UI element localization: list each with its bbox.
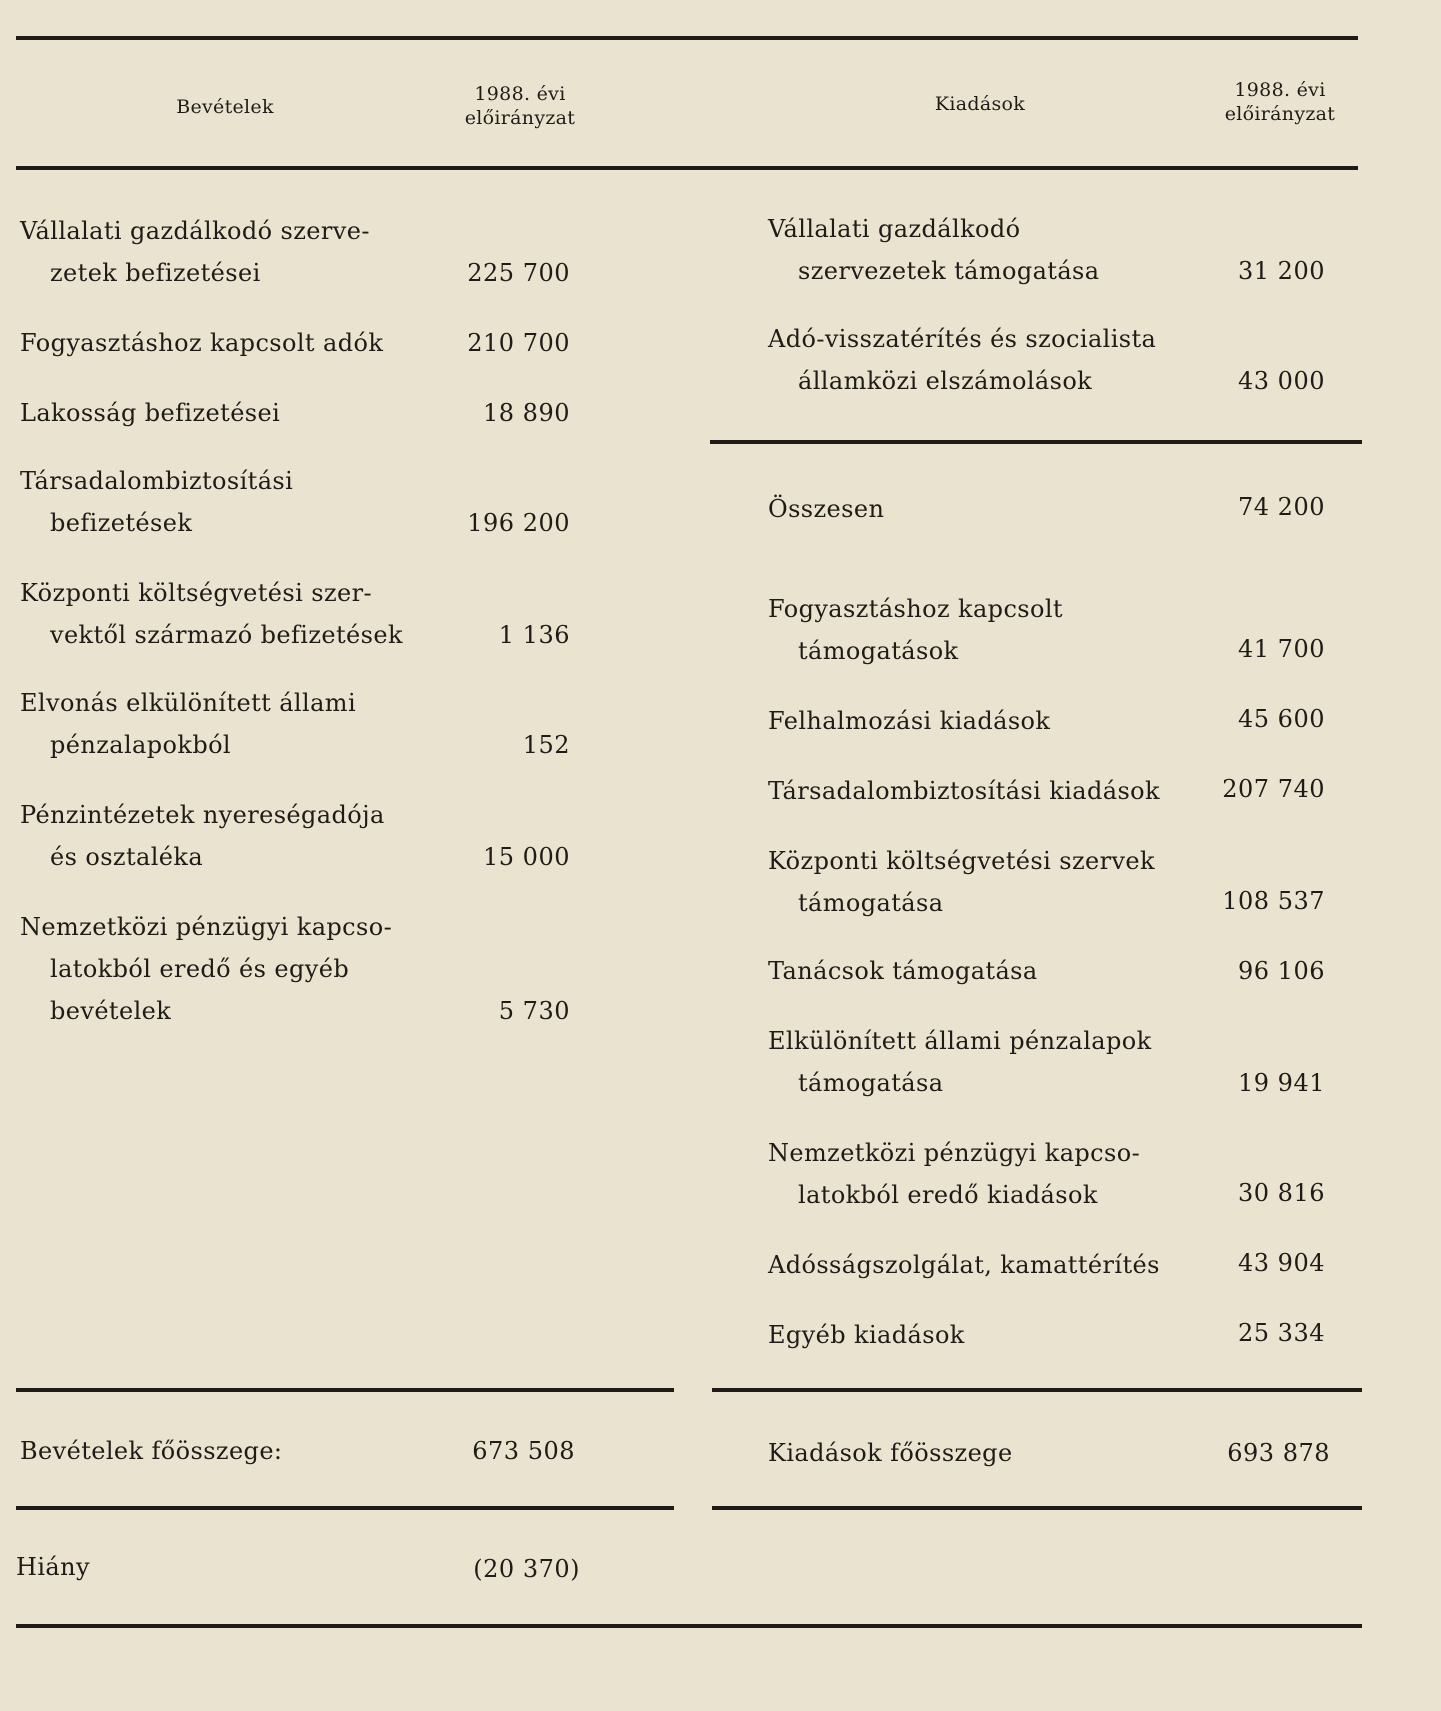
income-total-value: 673 508 (472, 1437, 575, 1465)
header-rule (16, 166, 1358, 170)
expense-row-value: 30 816 (1238, 1179, 1325, 1207)
income-row-value: 18 890 (483, 399, 570, 427)
header-expense-column-line1: 1988. évi (1234, 79, 1326, 101)
expense-row-value: 43 000 (1238, 367, 1325, 395)
header-income-column-line2: előirányzat (464, 107, 576, 129)
income-row-label: Lakosság befizetései (20, 399, 281, 427)
expense-total-label: Kiadások főösszege (768, 1439, 1013, 1467)
income-row-value: 1 136 (498, 621, 570, 649)
expense-row-value: 207 740 (1222, 775, 1325, 803)
income-row-value: 5 730 (498, 997, 570, 1025)
totals-rule-left (16, 1388, 674, 1392)
expense-row-value: 96 106 (1238, 957, 1325, 985)
expense-row-value: 31 200 (1238, 257, 1325, 285)
expense-row-label: Nemzetközi pénzügyi kapcso- latokból eredő kiadások (768, 1139, 1141, 1209)
header-income-column-line1: 1988. évi (474, 83, 566, 105)
income-row-value: 196 200 (467, 509, 570, 537)
expense-row-label: Adósságszolgálat, kamattérítés (768, 1251, 1160, 1279)
income-row-value: 152 (522, 731, 570, 759)
top-rule (16, 36, 1358, 40)
income-row-label: Központi költségvetési szer- vektől származó befizetések (20, 579, 403, 649)
expense-row-label: Vállalati gazdálkodó szervezetek támogatása (768, 215, 1100, 285)
income-row-label: Fogyasztáshoz kapcsolt adók (20, 329, 384, 357)
expense-row-label: Adó-visszatérítés és szocialista államközi elszámolások (768, 325, 1157, 395)
expense-row-value: 19 941 (1238, 1069, 1325, 1097)
expense-row-label: Egyéb kiadások (768, 1321, 965, 1349)
deficit-rule-right (712, 1506, 1362, 1510)
expense-row-value: 41 700 (1238, 635, 1325, 663)
expense-row-value: 25 334 (1238, 1319, 1325, 1347)
expense-row-label: Központi költségvetési szervek támogatása (768, 847, 1155, 917)
income-total-label: Bevételek főösszege: (20, 1437, 283, 1465)
income-row-label: Nemzetközi pénzügyi kapcso- latokból eredő és egyéb bevételek (20, 913, 393, 1025)
header-income-title: Bevételek (176, 96, 274, 118)
income-row-label: Pénzintézetek nyereségadója és osztaléka (20, 801, 385, 871)
income-row-label: Vállalati gazdálkodó szerve- zetek befizetései (20, 217, 370, 287)
expense-row-label: Felhalmozási kiadások (768, 707, 1051, 735)
expense-row-value: 108 537 (1222, 887, 1325, 915)
expense-row-label: Fogyasztáshoz kapcsolt támogatások (768, 595, 1063, 665)
totals-rule-right (712, 1388, 1362, 1392)
income-row-value: 15 000 (483, 843, 570, 871)
deficit-rule-left (16, 1506, 674, 1510)
deficit-label: Hiány (16, 1553, 90, 1581)
deficit-value: (20 370) (473, 1555, 580, 1583)
expense-row-label: Tanácsok támogatása (768, 957, 1038, 985)
bottom-rule (16, 1624, 1362, 1628)
income-row-label: Társadalombiztosítási befizetések (20, 467, 294, 537)
header-expense-column-line2: előirányzat (1224, 103, 1336, 125)
header-income-column (420, 82, 620, 130)
expense-row-label: Társadalombiztosítási kiadások (768, 777, 1160, 805)
income-row-label: Elvonás elkülönített állami pénzalapokból (20, 689, 357, 759)
subtotal-rule (710, 440, 1362, 444)
expense-row-value: 45 600 (1238, 705, 1325, 733)
expense-row-label: Elkülönített állami pénzalapok támogatása (768, 1027, 1152, 1097)
expense-total-value: 693 878 (1227, 1439, 1330, 1467)
header-expense-column (1180, 78, 1380, 126)
expense-row-value: 43 904 (1238, 1249, 1325, 1277)
income-row-value: 210 700 (467, 329, 570, 357)
expense-subtotal-label: Összesen (768, 495, 885, 523)
header-expense-title: Kiadások (934, 93, 1026, 115)
expense-subtotal-value: 74 200 (1238, 493, 1325, 521)
income-row-value: 225 700 (467, 259, 570, 287)
